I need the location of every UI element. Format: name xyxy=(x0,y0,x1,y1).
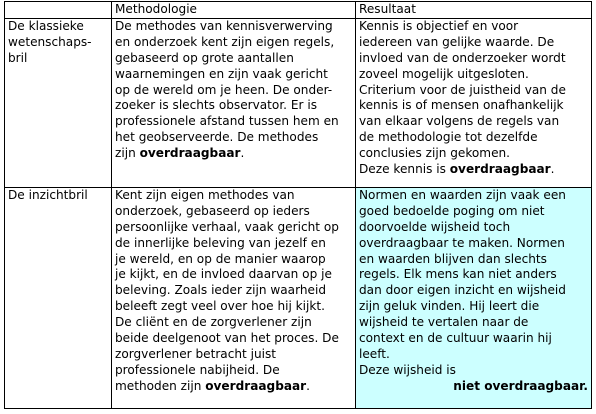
text-line: dan door eigen inzicht en wijsheid xyxy=(359,283,566,298)
text-fragment: methoden zijn xyxy=(115,378,206,393)
text-line: Deze wijsheid is xyxy=(359,362,456,377)
text-line: professionele afstand tussen hem en xyxy=(115,114,339,129)
text-line: van elkaar volgens de regels van xyxy=(359,114,560,129)
text-line: wijsheid te vertalen naar de xyxy=(359,315,529,330)
text-line: regels. Elk mens kan niet anders xyxy=(359,267,557,282)
text-line: Kennis is objectief en voor xyxy=(359,18,519,33)
text-line: je kijkt, en de invloed daarvan op je xyxy=(115,267,332,282)
text-line: Criterium voor de juistheid van de xyxy=(359,82,566,97)
text-line: zorgverlener betracht juist xyxy=(115,346,277,361)
header-methodologie: Methodologie xyxy=(112,2,356,19)
text-line: overdraagbaar te maken. Normen xyxy=(359,235,565,250)
text-line: professionele nabijheid. De xyxy=(115,362,280,377)
header-resultaat: Resultaat xyxy=(356,2,592,19)
bold-keyword: overdraagbaar xyxy=(449,162,551,177)
text-line: doorvoelde wijsheid toch xyxy=(359,219,511,234)
text-line-last xyxy=(359,162,588,178)
text-line: Kent zijn eigen methodes van xyxy=(115,187,295,202)
text-line: je wereld, en op de manier waarop xyxy=(115,251,326,266)
resultaat-cell-klassieke xyxy=(356,18,592,187)
text-line: context en de cultuur waarin hij xyxy=(359,331,552,346)
resultaat-cell-inzicht-highlighted xyxy=(356,187,592,408)
text-fragment: . xyxy=(550,162,555,177)
text-line: leeft. xyxy=(359,346,390,361)
row-label-inzicht xyxy=(5,187,112,408)
text-line: zijn geluk vinden. Hij leert die xyxy=(359,299,540,314)
text-fragment: . xyxy=(306,378,310,393)
row-label-line: bril xyxy=(8,50,28,65)
text-line: zoveel mogelijk uitgesloten. xyxy=(359,66,529,81)
comparison-table xyxy=(4,1,592,409)
text-line: persoonlijke verhaal, vaak gericht op xyxy=(115,219,339,234)
methodologie-cell-klassieke xyxy=(112,18,356,187)
text-line: zoeker is slechts observator. Er is xyxy=(115,98,317,113)
row-label-klassieke xyxy=(5,18,112,187)
text-line: conclusies zijn gekomen. xyxy=(359,146,511,161)
text-line: De cliënt en de zorgverlener zijn xyxy=(115,315,312,330)
bold-keyword-final: niet overdraagbaar. xyxy=(453,378,588,393)
text-line: de methodologie tot dezelfde xyxy=(359,130,538,145)
text-line: invloed van de onderzoeker wordt xyxy=(359,50,566,65)
text-line: op de wereld om je heen. De onder- xyxy=(115,82,333,97)
text-line: onderzoek, gebaseerd op ieders xyxy=(115,203,310,218)
text-line: beleving. Zoals ieder zijn waarheid xyxy=(115,283,326,298)
text-line: kennis is of mensen onafhankelijk xyxy=(359,98,564,113)
header-row xyxy=(5,2,592,19)
text-line: beide deelgenoot van het proces. De xyxy=(115,331,339,346)
text-line-last xyxy=(115,379,352,395)
table-row-klassieke xyxy=(5,18,592,187)
table-row-inzicht xyxy=(5,187,592,408)
header-empty-cell xyxy=(5,2,112,19)
text-line: De methodes van kennisverwerving xyxy=(115,18,333,33)
text-fragment: . xyxy=(240,146,245,161)
bold-keyword: overdraagbaar xyxy=(139,146,241,161)
text-line: het geobserveerde. De methodes xyxy=(115,130,319,145)
text-line: de innerlijke beleving van jezelf en xyxy=(115,235,326,250)
text-fragment: zijn xyxy=(115,146,140,161)
text-line: goed bedoelde poging om niet xyxy=(359,203,545,218)
text-fragment: Deze kennis is xyxy=(359,162,450,177)
text-line: waarnemingen en zijn vaak gericht xyxy=(115,66,328,81)
text-line: gebaseerd op grote aantallen xyxy=(115,50,294,65)
row-label-line: wetenschaps- xyxy=(8,34,92,49)
text-line-last xyxy=(115,146,352,162)
text-line: en onderzoek kent zijn eigen regels, xyxy=(115,34,335,49)
row-label-line: De klassieke xyxy=(8,18,84,33)
text-line: iedereen van gelijke waarde. De xyxy=(359,34,555,49)
text-line: beleeft zegt veel over hoe hij kijkt. xyxy=(115,299,325,314)
bold-keyword: overdraagbaar xyxy=(205,378,307,393)
methodologie-cell-inzicht xyxy=(112,187,356,408)
text-line: en waarden blijven dan slechts xyxy=(359,251,547,266)
row-label-line: De inzichtbril xyxy=(8,187,88,202)
text-line: Normen en waarden zijn vaak een xyxy=(359,187,566,202)
